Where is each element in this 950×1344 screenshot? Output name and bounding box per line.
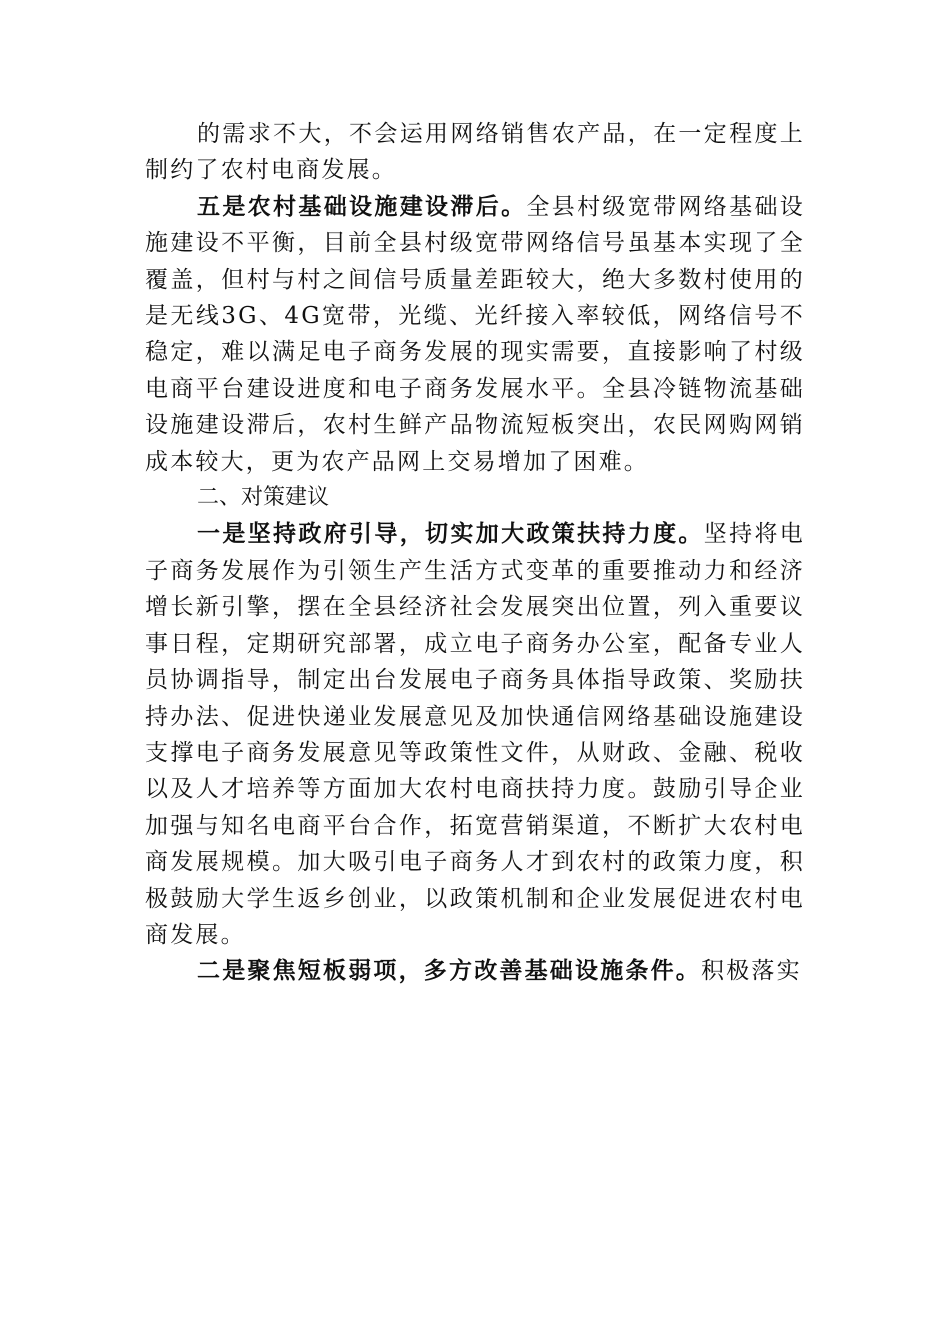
paragraph-2 — [145, 189, 805, 480]
paragraph-2-lead: 五是农村基础设施建设滞后。 — [197, 192, 527, 220]
paragraph-1 — [145, 116, 805, 189]
paragraph-2-text: 全县村级宽带网络基础设施建设不平衡，目前全县村级宽带网络信号虽基本实现了全覆盖，但村与村之间信号质量差距较大，绝大多数村使用的是无线3G、4G宽带，光缆、光纤接入率较低，网络信号不稳定，难以满足电子商务发展的现实需要，直接影响了村级电商平台建设进度和电子商务发展水平。全县冷链物流基础设施建设滞后，农村生鲜产品物流短板突出，农民网购网销成本较大，更为农产品网上交易增加了困难。 — [145, 193, 805, 475]
paragraph-1-text: 的需求不大，不会运用网络销售农产品，在一定程度上制约了农村电商发展。 — [145, 121, 805, 184]
paragraph-3-lead: 一是坚持政府引导，切实加大政策扶持力度。 — [197, 520, 704, 548]
paragraph-4-text: 积极落实 — [701, 958, 802, 985]
paragraph-3 — [145, 516, 805, 953]
paragraph-3-text: 坚持将电子商务发展作为引领生产生活方式变革的重要推动力和经济增长新引擎，摆在全县经济社会发展突出位置，列入重要议事日程，定期研究部署，成立电子商务办公室，配备专业人员协调指导，制定出台发展电子商务具体指导政策、奖励扶持办法、促进快递业发展意见及加快通信网络基础设施建设支撑电子商务发展意见等政策性文件，从财政、金融、税收以及人才培养等方面加大农村电商扶持力度。鼓励引导企业加强与知名电商平台合作，拓宽营销渠道，不断扩大农村电商发展规模。加大吸引电子商务人才到农村的政策力度，积极鼓励大学生返乡创业，以政策机制和企业发展促进农村电商发展。 — [145, 521, 805, 948]
section-heading: 二、对策建议 — [197, 485, 330, 511]
paragraph-4-lead: 二是聚焦短板弱项，多方改善基础设施条件。 — [197, 957, 701, 985]
paragraph-4 — [145, 953, 805, 989]
document-body — [145, 116, 805, 990]
